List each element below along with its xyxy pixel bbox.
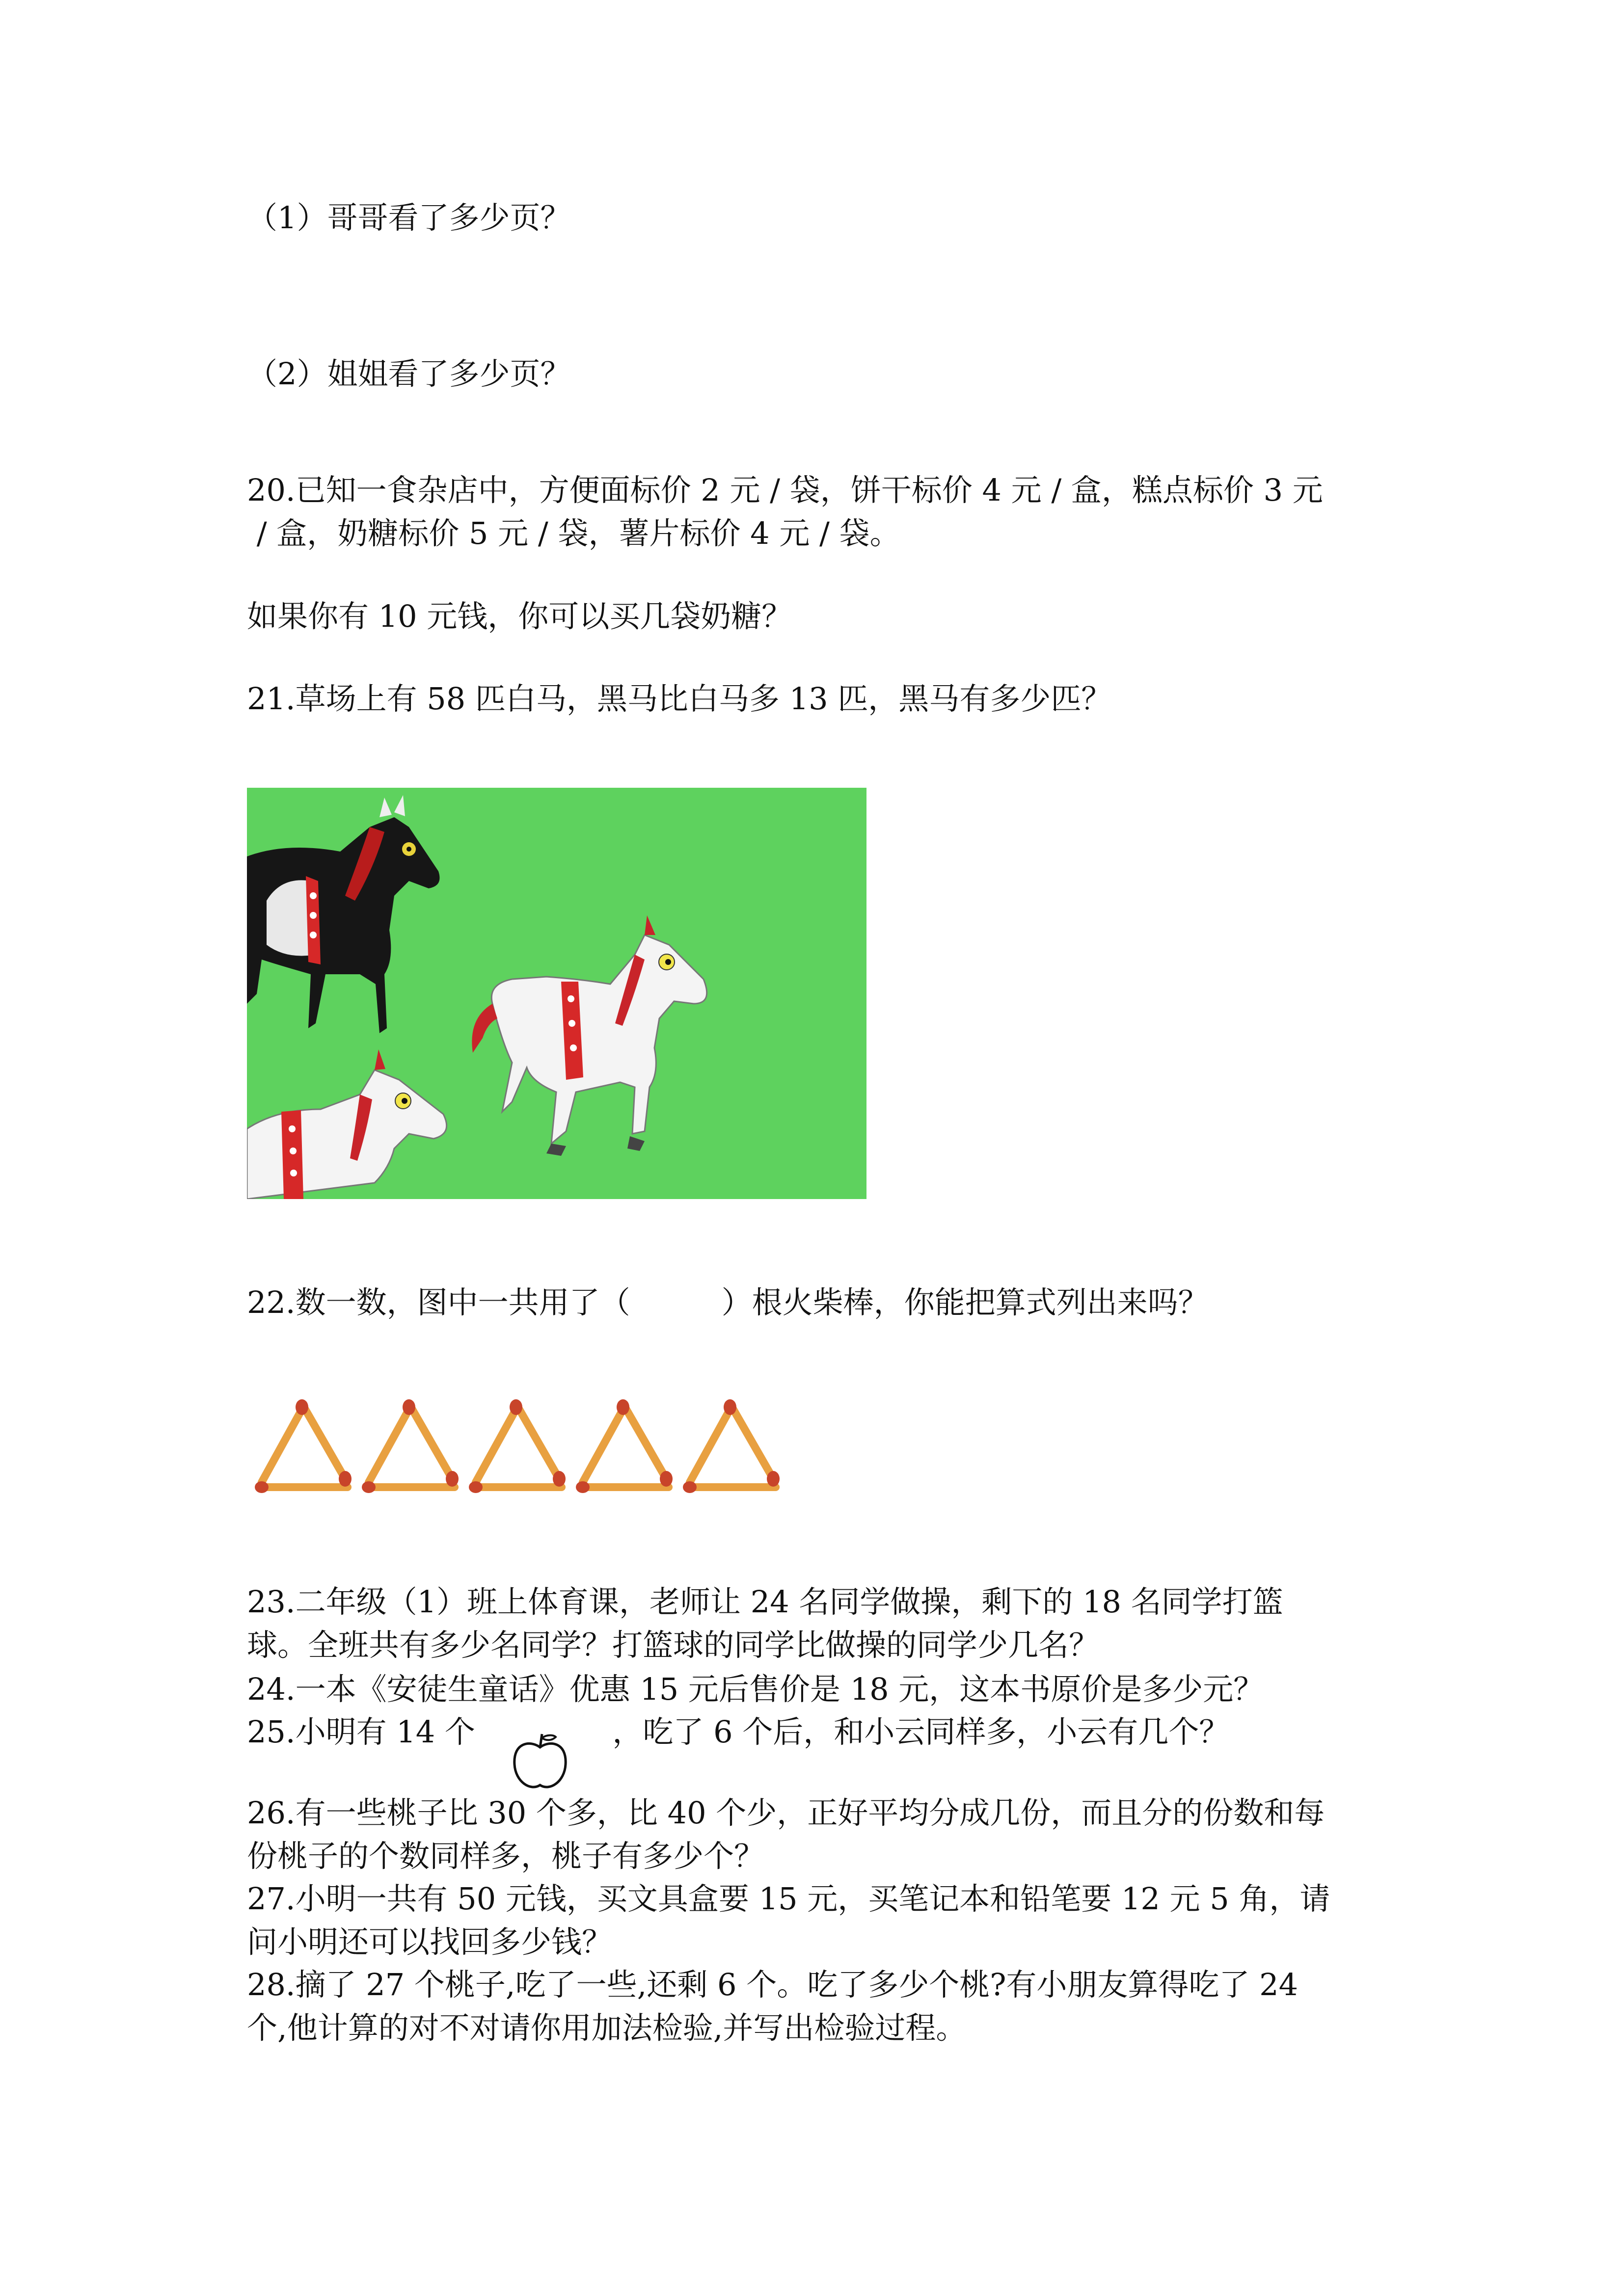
question-23: [247, 1580, 1391, 1667]
question-20: [247, 469, 1391, 555]
q26-line2: 份桃子的个数同样多，桃子有多少个？: [247, 1838, 765, 1874]
q28-line2: 个,他计算的对不对请你用加法检验,并写出检验过程。: [247, 2010, 967, 2046]
question-25: [247, 1710, 1229, 1754]
match-triangle: [255, 1399, 352, 1493]
horses-image: [247, 788, 866, 1199]
q23-line1: 23.二年级（1）班上体育课，老师让 24 名同学做操，剩下的 18 名同学打篮: [247, 1584, 1283, 1620]
match-triangle: [576, 1399, 673, 1493]
q25-part1: 25.小明有 14 个: [247, 1714, 475, 1750]
match-triangle: [683, 1399, 780, 1493]
q20-question: 如果你有 10 元钱，你可以买几袋奶糖？: [247, 598, 792, 634]
match-triangle: [469, 1399, 566, 1493]
q27-line2: 问小明还可以找回多少钱？: [247, 1924, 613, 1960]
q25-part2: ，吃了 6 个后，和小云同样多，小云有几个？: [612, 1714, 1230, 1750]
q19-sub2: （2）姐姐看了多少页？: [247, 356, 571, 392]
question-21: 21.草场上有 58 匹白马，黑马比白马多 13 匹，黑马有多少匹？: [247, 681, 1112, 717]
question-26: [247, 1791, 1391, 1878]
question-24: 24.一本《安徒生童话》优惠 15 元后售价是 18 元，这本书原价是多少元？: [247, 1671, 1264, 1707]
apple-icon: [511, 1730, 569, 1794]
question-22: 22.数一数，图中一共用了（ ）根火柴棒，你能把算式列出来吗？: [247, 1284, 1209, 1320]
question-27: [247, 1877, 1391, 1964]
match-triangle: [362, 1399, 459, 1493]
q20-line2: / 盒，奶糖标价 5 元 / 袋，薯片标价 4 元 / 袋。: [247, 515, 900, 551]
q19-sub1: （1）哥哥看了多少页？: [247, 200, 571, 236]
q23-line2: 球。全班共有多少名同学？打篮球的同学比做操的同学少几名？: [247, 1627, 1100, 1663]
q26-line1: 26.有一些桃子比 30 个多，比 40 个少，正好平均分成几份，而且分的份数和每: [247, 1795, 1325, 1831]
q27-line1: 27.小明一共有 50 元钱，买文具盒要 15 元，买笔记本和铅笔要 12 元 5 角，请: [247, 1881, 1330, 1917]
q20-line1: 20.已知一食杂店中，方便面标价 2 元 / 袋，饼干标价 4 元 / 盒，糕点标价 3 元: [247, 472, 1323, 508]
q28-line1: 28.摘了 27 个桃子,吃了一些,还剩 6 个。吃了多少个桃?有小朋友算得吃了 24: [247, 1967, 1299, 2002]
matchstick-triangles: [247, 1391, 812, 1499]
question-28: [247, 1963, 1391, 2050]
